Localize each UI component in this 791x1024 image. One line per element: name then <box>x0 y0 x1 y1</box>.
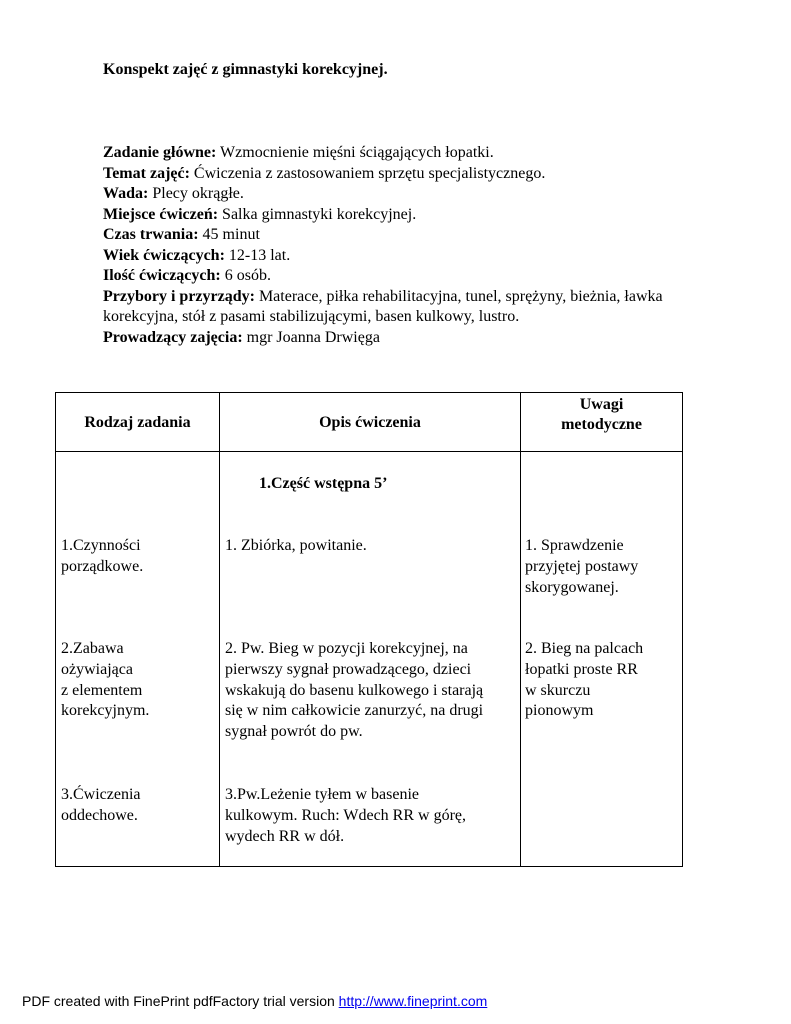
cell-line: pionowym <box>525 702 594 720</box>
cell-line: przyjętej postawy <box>525 557 639 575</box>
cell-line: 1. Zbiórka, powitanie. <box>225 537 367 554</box>
info-value: Wzmocnienie mięśni ściągających łopatki. <box>216 144 494 161</box>
info-main-task <box>103 143 703 164</box>
lesson-table <box>55 392 683 867</box>
info-label: Wada: <box>103 185 149 202</box>
header-divider <box>56 451 682 452</box>
info-value: Ćwiczenia z zastosowaniem sprzętu specjalistycznego. <box>189 164 546 182</box>
cell-line: ożywiająca <box>61 660 133 678</box>
info-value: 6 osób. <box>220 267 271 284</box>
row-task <box>61 536 216 578</box>
row-notes <box>525 639 680 722</box>
header-notes-line: metodyczne <box>561 416 642 433</box>
cell-line: wskakują do basenu kulkowego i starają <box>225 681 484 699</box>
cell-line: w skurczu <box>525 681 591 699</box>
column-divider <box>219 393 220 866</box>
cell-line: 1. Sprawdzenie <box>525 537 624 554</box>
cell-line: wydech RR w dół. <box>225 827 345 845</box>
cell-line: się w nim całkowicie zanurzyć, na drugi <box>225 702 484 720</box>
cell-line: pierwszy sygnał prowadzącego, dzieci <box>225 660 472 678</box>
info-label: Miejsce ćwiczeń: <box>103 205 219 223</box>
info-duration <box>103 225 703 246</box>
cell-line: 3.Ćwiczenia <box>61 786 141 803</box>
info-equipment <box>103 287 703 328</box>
header-methodical-notes <box>521 395 682 435</box>
cell-line: 3.Pw.Leżenie tyłem w basenie <box>225 786 420 803</box>
info-label: Zadanie główne: <box>103 144 217 161</box>
info-count <box>103 266 703 287</box>
cell-line: 1.Czynności <box>61 537 141 554</box>
column-divider <box>520 393 521 866</box>
info-instructor <box>103 328 703 349</box>
row-task <box>61 785 216 827</box>
lesson-info <box>103 143 703 348</box>
info-label: Czas trwania: <box>103 226 199 243</box>
info-value: 45 minut <box>198 226 260 243</box>
footer-link[interactable]: http://www.fineprint.com <box>338 993 488 1009</box>
section-title: 1.Część wstępna 5’ <box>259 475 388 492</box>
header-task-type: Rodzaj zadania <box>84 414 191 431</box>
info-label: Wiek ćwiczących: <box>103 246 225 264</box>
cell-line: kulkowym. Ruch: Wdech RR w górę, <box>225 806 467 824</box>
cell-line: 2. Bieg na palcach <box>525 640 644 657</box>
info-value: 12-13 lat. <box>224 246 291 264</box>
info-value: Plecy okrągłe. <box>148 185 244 202</box>
info-label: Prowadzący zajęcia: <box>103 328 243 346</box>
cell-line: 2. Pw. Bieg w pozycji korekcyjnej, na <box>225 640 468 657</box>
cell-line: korekcyjnym. <box>61 702 150 720</box>
info-defect <box>103 184 703 205</box>
footer-text: PDF created with FinePrint pdfFactory trial version <box>22 993 339 1009</box>
info-label: Przybory i przyrządy: <box>103 287 255 305</box>
info-value: mgr Joanna Drwięga <box>242 328 380 346</box>
cell-line: łopatki proste RR <box>525 660 638 678</box>
cell-line: sygnał powrót do pw. <box>225 723 363 741</box>
row-description <box>225 785 517 847</box>
cell-line: oddechowe. <box>61 806 138 824</box>
cell-line: 2.Zabawa <box>61 640 124 657</box>
header-notes-line: Uwagi <box>579 396 624 413</box>
row-task <box>61 639 216 722</box>
info-label: Temat zajęć: <box>103 164 190 182</box>
info-label: Ilość ćwiczących: <box>103 267 221 284</box>
document-title: Konspekt zajęć z gimnastyki korekcyjnej. <box>103 61 388 78</box>
info-topic <box>103 164 703 185</box>
row-description <box>225 536 517 557</box>
row-description <box>225 639 519 743</box>
info-value: Salka gimnastyki korekcyjnej. <box>218 205 417 223</box>
pdf-footer <box>22 993 487 1009</box>
info-place <box>103 205 703 226</box>
info-value: Materace, piłka rehabilitacyjna, tunel, sprężyny, bieżnia, ławka korekcyjna, stół z pasami stabilizującymi, basen kulkowy, lustro. <box>103 287 663 325</box>
cell-line: skorygowanej. <box>525 578 619 596</box>
header-exercise-description: Opis ćwiczenia <box>319 414 421 431</box>
cell-line: porządkowe. <box>61 557 144 575</box>
info-age <box>103 246 703 267</box>
row-notes <box>525 536 680 598</box>
cell-line: z elementem <box>61 681 143 699</box>
